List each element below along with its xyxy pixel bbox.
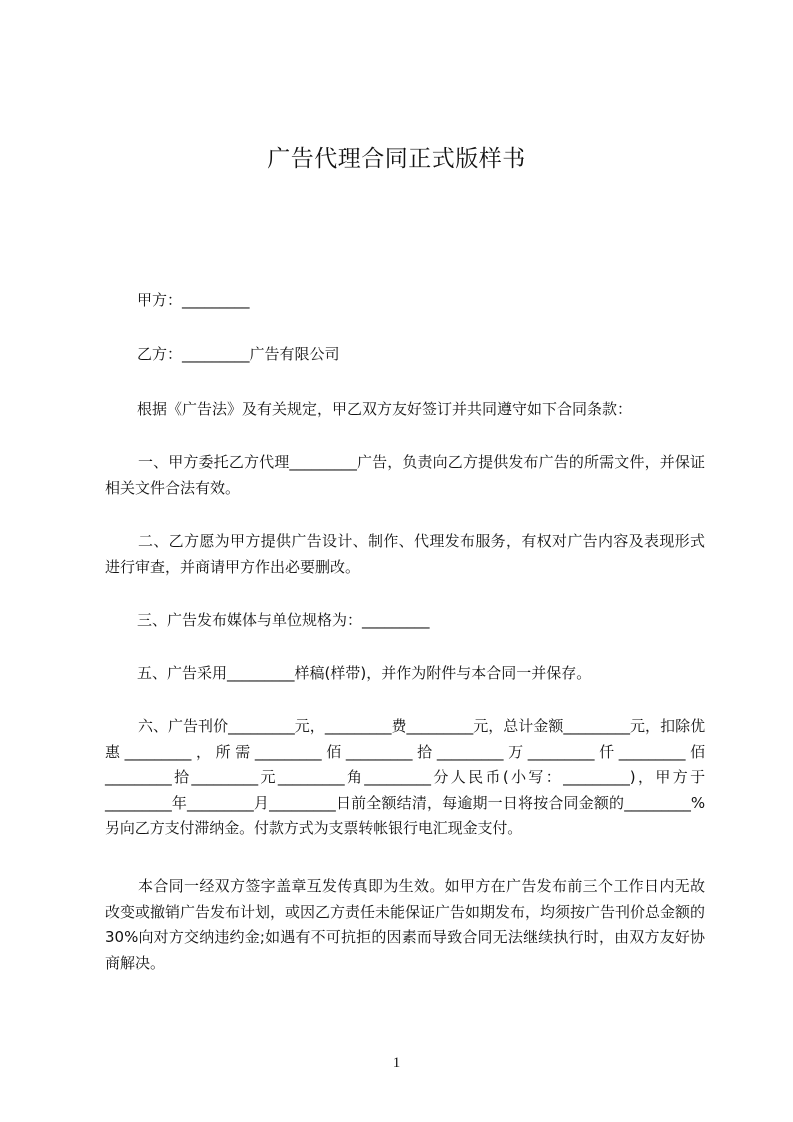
clause-7: 本合同一经双方签字盖章互发传真即为生效。如甲方在广告发布前三个工作日内无故改变或撤销广告发布计划，或因乙方责任未能保证广告如期发布，均须按广告刊价总金额的 30%向对方交纳违约金;如遇有不可抗拒的因素而导致合同无法继续执行时，由双方友好协商解决。 — [105, 877, 706, 972]
clause-1: 一、甲方委托乙方代理_________广告，负责向乙方提供发布广告的所需文件，并保证相关文件合法有效。 — [105, 453, 705, 497]
party-b-line: 乙方：_________广告有限公司 — [137, 345, 340, 363]
preamble: 根据《广告法》及有关规定，甲乙双方友好签订并共同遵守如下合同条款： — [137, 400, 633, 418]
document-title: 广告代理合同正式版样书 — [267, 146, 526, 172]
clause-6: 六、广告刊价_________元，_________费_________元，总计金额_________元，扣除优惠_________，所需_________佰_________拾_________万_________仟_________佰_________拾_________元_________角_________分人民币(小写：_________)，甲方于_________年_________月_________日前全额结清，每逾期一日将按合同金额的_________%另向乙方支付滞纳金。付款方式为支票转帐银行电汇现金支付。 — [105, 717, 705, 837]
clause-2: 二、乙方愿为甲方提供广告设计、制作、代理发布服务，有权对广告内容及表现形式进行审查，并商请甲方作出必要删改。 — [105, 532, 705, 576]
clause-5: 五、广告采用_________样稿(样带)，并作为附件与本合同一并保存。 — [137, 664, 592, 682]
page-number: 1 — [392, 1055, 401, 1071]
party-a-line: 甲方：_________ — [137, 291, 250, 309]
clause-3: 三、广告发布媒体与单位规格为：_________ — [137, 611, 430, 629]
